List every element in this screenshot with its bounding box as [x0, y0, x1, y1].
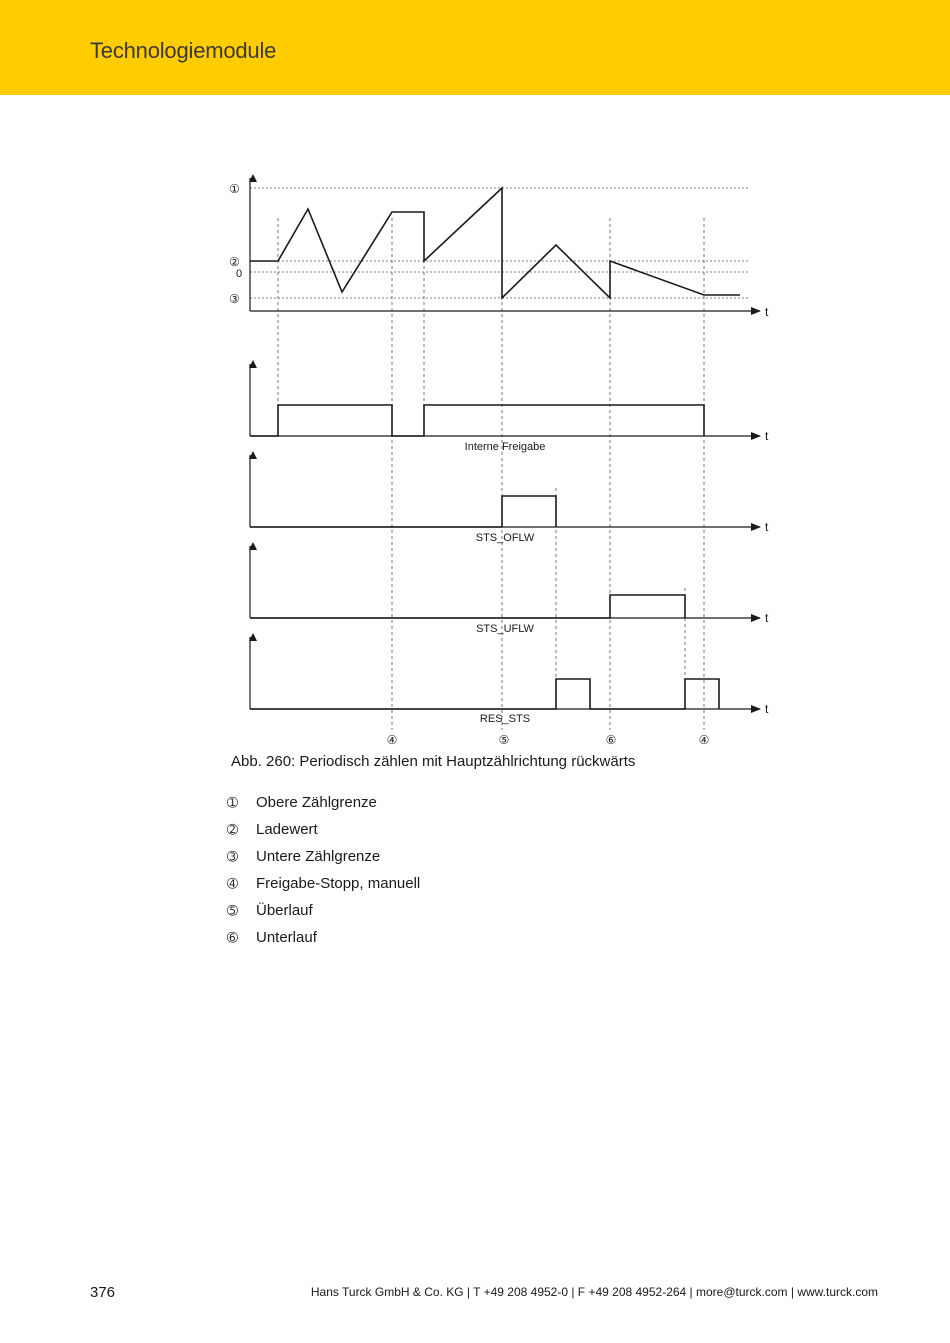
signal-label: STS_UFLW — [476, 623, 534, 635]
event-lines — [278, 218, 704, 730]
footer-company-info: Hans Turck GmbH & Co. KG | T +49 208 4952-0 | F +49 208 4952-264 | more@turck.com | www.turck.com — [310, 1285, 878, 1299]
event-marker: ⑥ — [605, 733, 617, 747]
page-number: 376 — [90, 1284, 116, 1301]
legend-item — [227, 870, 420, 897]
legend-text: Unterlauf — [256, 929, 317, 946]
level-lines — [250, 188, 750, 298]
signal-sts-uflw — [250, 546, 769, 635]
marker-lower-limit: ③ — [229, 292, 240, 306]
legend-text: Ladewert — [256, 821, 318, 838]
signal-waveform — [250, 405, 704, 436]
marker-upper-limit: ① — [229, 182, 240, 196]
signal-waveform — [250, 496, 556, 527]
counter-waveform — [250, 188, 740, 298]
legend-text: Obere Zählgrenze — [256, 794, 377, 811]
signal-sts-oflw — [250, 455, 769, 544]
legend-item — [227, 897, 420, 924]
legend-item — [227, 843, 420, 870]
legend-text: Überlauf — [256, 902, 313, 919]
legend-marker: ➀ — [227, 794, 238, 810]
time-label: t — [765, 429, 769, 443]
signal-interne-freigabe — [250, 364, 769, 453]
event-markers — [387, 733, 710, 747]
event-marker: ⑤ — [498, 733, 510, 747]
signal-waveform — [250, 595, 685, 618]
zero-label: 0 — [236, 268, 243, 280]
signal-waveform — [250, 679, 719, 709]
legend-marker: ➅ — [227, 929, 238, 945]
counter-axes — [250, 178, 760, 311]
legend-item — [227, 924, 420, 951]
event-marker: ④ — [698, 733, 710, 747]
legend-marker: ➂ — [227, 848, 238, 864]
time-label: t — [765, 611, 769, 625]
legend-list — [227, 789, 420, 951]
figure-caption: Abb. 260: Periodisch zählen mit Hauptzählrichtung rückwärts — [231, 753, 636, 770]
signal-res-sts — [250, 637, 769, 725]
signal-label: RES_STS — [479, 713, 531, 725]
legend-item — [227, 816, 420, 843]
signal-label: Interne Freigabe — [464, 441, 546, 453]
signal-label: STS_OFLW — [475, 532, 535, 544]
marker-load-value: ② — [229, 255, 240, 269]
time-label: t — [765, 702, 769, 716]
legend-text: Untere Zählgrenze — [256, 848, 381, 865]
legend-text: Freigabe-Stopp, manuell — [256, 875, 421, 892]
page-title: Technologiemodule — [90, 38, 277, 63]
event-marker: ④ — [386, 733, 398, 747]
legend-marker: ➁ — [227, 821, 238, 837]
legend-marker: ➃ — [227, 875, 238, 891]
time-label: t — [765, 305, 769, 319]
legend-item — [227, 789, 420, 816]
time-label: t — [765, 520, 769, 534]
legend-marker: ➄ — [227, 902, 238, 918]
